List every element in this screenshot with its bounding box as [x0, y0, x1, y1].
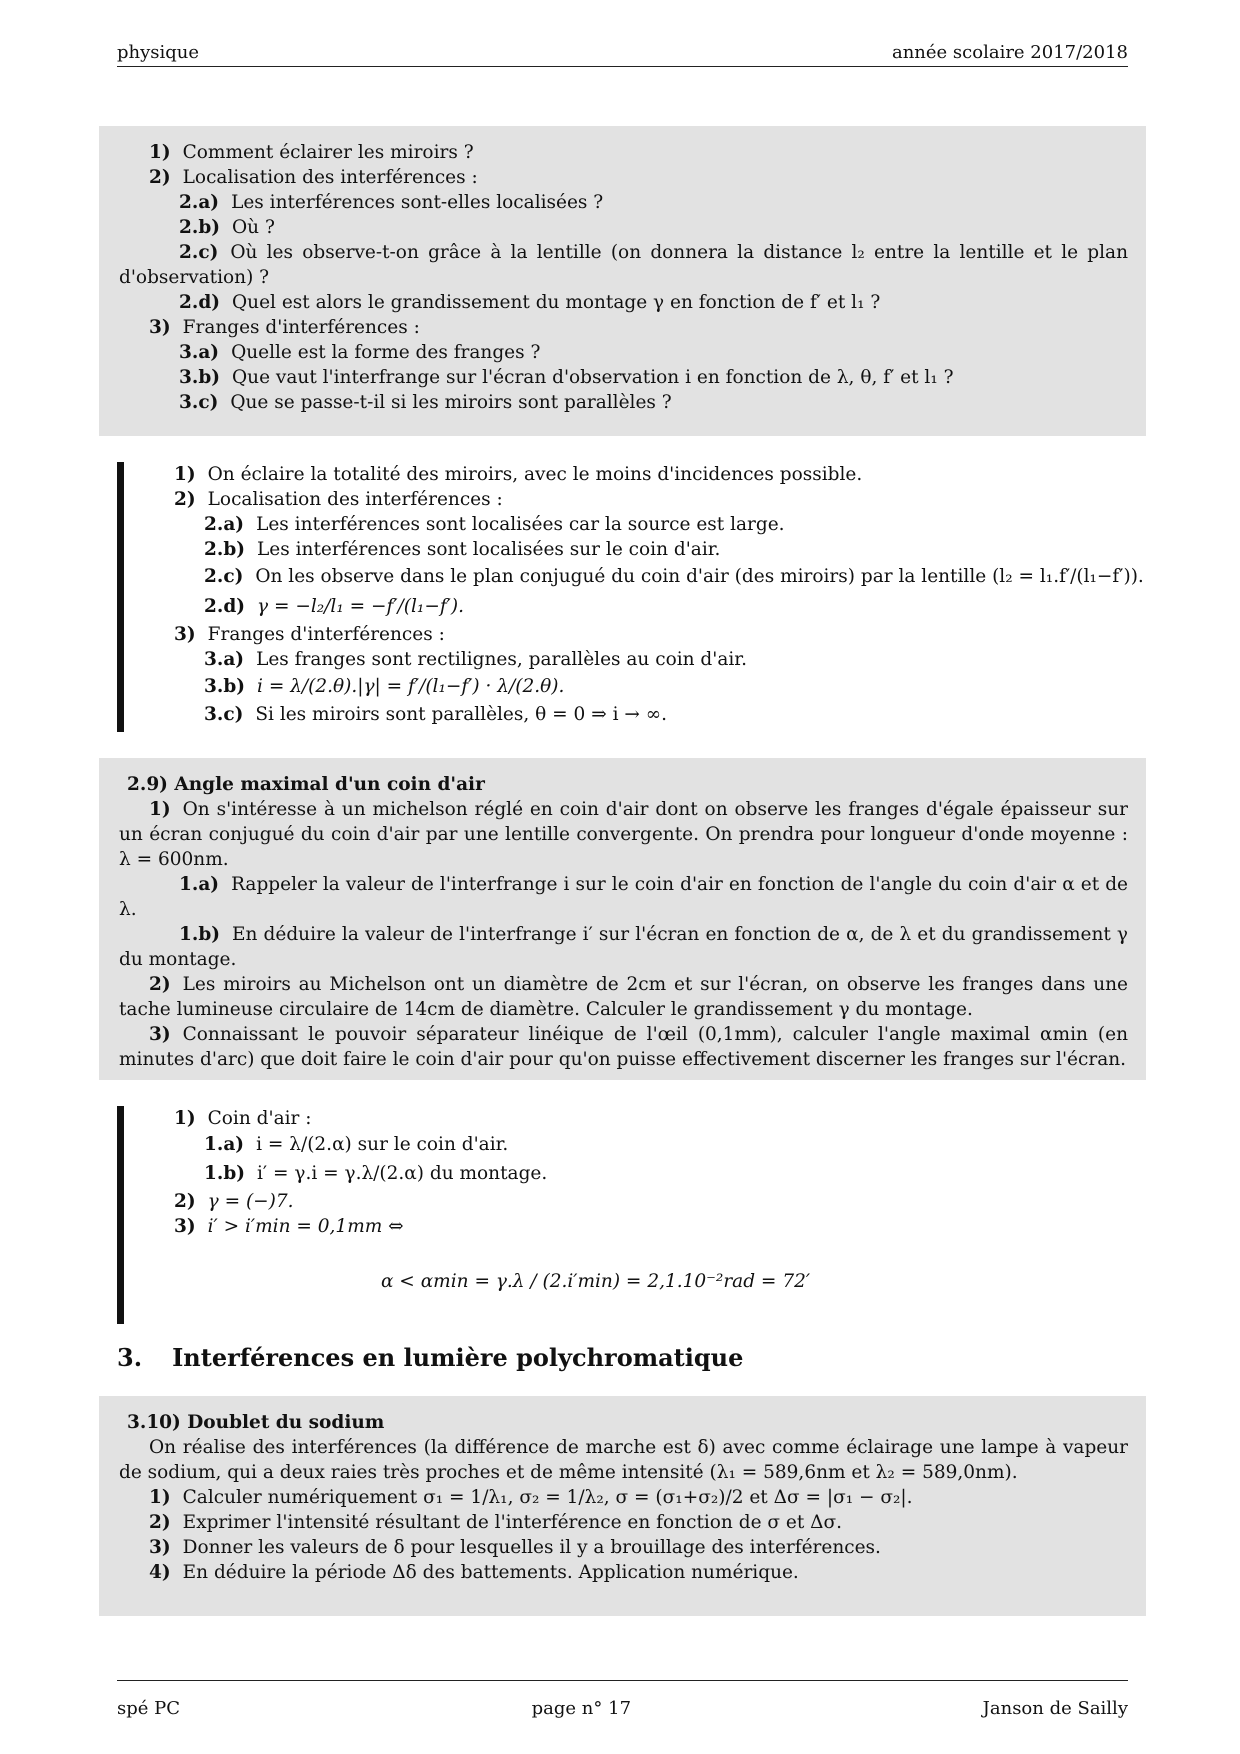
list-item: 1) Calculer numériquement σ₁ = 1/λ₁, σ₂ = 1/λ₂, σ = (σ₁+σ₂)/2 et Δσ = |σ₁ − σ₂|. — [149, 1487, 913, 1508]
list-item: 3.a) Quelle est la forme des franges ? — [179, 342, 541, 363]
list-item: 2.c) On les observe dans le plan conjugué du coin d'air (des miroirs) par la lentille (l₂ = l₁.f′/(l₁−f′)). — [204, 566, 1144, 587]
list-item: 1) On s'intéresse à un michelson réglé en coin d'air dont on observe les franges d'égale épaisseur sur un écran conjugué du coin d'air par une lentille convergente. On prendra pour longueur d'onde moyenne : λ = 600nm. — [119, 799, 1128, 870]
footer-school: Janson de Sailly — [982, 1698, 1128, 1719]
display-equation: α < αmin = γ.λ / (2.i′min) = 2,1.10⁻²rad = 72′ — [380, 1271, 811, 1292]
exercise-title: 3.10) Doublet du sodium — [127, 1412, 385, 1433]
exercise-questions-box — [99, 126, 1146, 436]
list-item: 3) i′ > i′min = 0,1mm ⇔ — [174, 1216, 404, 1237]
page-number: page n° 17 — [531, 1698, 632, 1719]
list-item: 3.b) i = λ/(2.θ).|γ| = f′/(l₁−f′) · λ/(2.θ). — [204, 676, 565, 697]
exercise-intro: On réalise des interférences (la différence de marche est δ) avec comme éclairage une lampe à vapeur de sodium, qui a deux raies très proches et de même intensité (λ₁ = 589,6nm et λ₂ = 589,0nm). — [119, 1437, 1128, 1483]
list-item: 3) Donner les valeurs de δ pour lesquelles il y a brouillage des interférences. — [149, 1537, 881, 1558]
answer-block-2 — [117, 1106, 1137, 1324]
list-item: 2) Localisation des interférences : — [149, 167, 478, 188]
list-item: 3) Franges d'interférences : — [174, 624, 445, 645]
list-item: 1.b) En déduire la valeur de l'interfrange i′ sur l'écran en fonction de α, de λ et du grandissement γ du montage. — [119, 924, 1128, 970]
list-item: 2) Localisation des interférences : — [174, 489, 503, 510]
list-item: 2.b) Où ? — [179, 217, 275, 238]
list-item: 3) Connaissant le pouvoir séparateur linéique de l'œil (0,1mm), calculer l'angle maximal αmin (en minutes d'arc) que doit faire le coin d'air pour qu'on puisse effectivement discerner les franges sur l'écran. — [119, 1024, 1128, 1070]
header-year: année scolaire 2017/2018 — [891, 42, 1128, 63]
list-item: 4) En déduire la période Δδ des battements. Application numérique. — [149, 1562, 799, 1583]
list-item: 2.d) Quel est alors le grandissement du montage γ en fonction de f′ et l₁ ? — [179, 292, 881, 313]
footer-class: spé PC — [117, 1698, 181, 1719]
list-item: 3.b) Que vaut l'interfrange sur l'écran d'observation i en fonction de λ, θ, f′ et l₁ ? — [179, 367, 954, 388]
list-item: 1.a) Rappeler la valeur de l'interfrange i sur le coin d'air en fonction de l'angle du coin d'air α et de λ. — [119, 874, 1128, 920]
list-item: 3.c) Que se passe-t-il si les miroirs sont parallèles ? — [179, 392, 672, 413]
list-item: 2.d) γ = −l₂/l₁ = −f′/(l₁−f′). — [204, 596, 464, 617]
list-item: 2.c) Où les observe-t-on grâce à la lentille (on donnera la distance l₂ entre la lentille et le plan d'observation) ? — [119, 242, 1128, 288]
list-item: 1.a) i = λ/(2.α) sur le coin d'air. — [204, 1134, 509, 1155]
section-heading — [117, 1345, 743, 1370]
list-item: 3.c) Si les miroirs sont parallèles, θ = 0 ⇒ i → ∞. — [204, 704, 668, 725]
list-item: 2) Les miroirs au Michelson ont un diamètre de 2cm et sur l'écran, on observe les franges dans une tache lumineuse circulaire de 14cm de diamètre. Calculer le grandissement γ du montage. — [119, 974, 1128, 1020]
page-footer — [117, 1680, 1128, 1721]
list-item: 3) Franges d'interférences : — [149, 317, 420, 338]
header-subject: physique — [117, 42, 200, 63]
answer-block-1 — [117, 462, 1144, 732]
list-item: 3.a) Les franges sont rectilignes, parallèles au coin d'air. — [204, 649, 747, 670]
exercise-title: 2.9) Angle maximal d'un coin d'air — [127, 774, 485, 795]
list-item: 2.a) Les interférences sont localisées car la source est large. — [204, 514, 785, 535]
page-header — [117, 40, 1128, 67]
list-item: 2.b) Les interférences sont localisées sur le coin d'air. — [204, 539, 721, 560]
section-title: Interférences en lumière polychromatique — [172, 1343, 744, 1372]
list-item: 1) Comment éclairer les miroirs ? — [149, 142, 474, 163]
list-item: 1) On éclaire la totalité des miroirs, avec le moins d'incidences possible. — [174, 464, 863, 485]
section-number: 3. — [117, 1343, 143, 1372]
list-item: 2) Exprimer l'intensité résultant de l'interférence en fonction de σ et Δσ. — [149, 1512, 843, 1533]
list-item: 1.b) i′ = γ.i = γ.λ/(2.α) du montage. — [204, 1163, 548, 1184]
exercise-box-2-9 — [99, 758, 1146, 1080]
exercise-box-3-10 — [99, 1396, 1146, 1616]
list-item: 1) Coin d'air : — [174, 1108, 312, 1129]
list-item: 2.a) Les interférences sont-elles localisées ? — [179, 192, 604, 213]
list-item: 2) γ = (−)7. — [174, 1191, 294, 1212]
